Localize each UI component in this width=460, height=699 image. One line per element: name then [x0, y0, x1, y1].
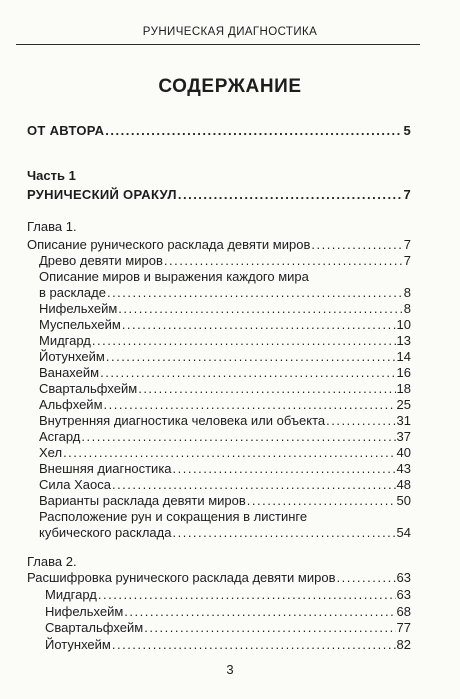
toc-entry — [39, 380, 411, 397]
toc-entry — [39, 364, 411, 381]
toc-entry — [45, 619, 411, 636]
toc-entry-text: Расположение рун и сокращения в листинге — [39, 509, 308, 524]
toc-entry-text: кубического расклада — [39, 525, 172, 540]
toc-entry-text: Йотунхейм — [45, 636, 111, 652]
toc-entry-text: Муспельхейм — [39, 317, 121, 332]
toc-page-number: 10 — [396, 317, 411, 332]
leader-dots — [106, 348, 396, 365]
toc-entry-text: Расшифровка рунического расклада девяти миров — [27, 570, 336, 585]
toc-entry — [39, 396, 411, 413]
running-head: РУНИЧЕСКАЯ ДИАГНОСТИКА — [142, 26, 318, 38]
toc-page-number: 43 — [396, 461, 411, 476]
toc-page-number: 8 — [403, 301, 411, 316]
toc-page-number: 7 — [403, 237, 411, 252]
toc-entry-text: Ванахейм — [39, 365, 100, 380]
chapter-label: Глава 1. — [27, 219, 77, 234]
leader-dots — [138, 380, 395, 397]
toc-entry — [39, 300, 411, 317]
leader-dots — [105, 122, 402, 139]
toc-entry-text: Альфхейм — [39, 397, 103, 412]
leader-dots — [92, 332, 396, 349]
toc-entry-text: РУНИЧЕСКИЙ ОРАКУЛ — [27, 187, 177, 202]
leader-dots — [63, 444, 395, 461]
toc-entry-text: Хел — [39, 445, 63, 460]
toc-entry-chapter2 — [27, 569, 411, 586]
leader-dots — [173, 460, 396, 477]
toc-entry — [45, 636, 411, 653]
leader-dots — [326, 412, 395, 429]
toc-entry — [39, 460, 411, 477]
toc-entry — [39, 284, 411, 301]
toc-entry-text: Нифельхейм — [45, 603, 124, 619]
leader-dots — [124, 603, 395, 620]
toc-page-number: 31 — [396, 413, 411, 428]
toc-entry — [39, 476, 411, 493]
toc-entry — [39, 524, 411, 541]
page-number: 3 — [226, 662, 234, 677]
toc-entry-text: Древо девяти миров — [39, 253, 163, 268]
toc-page-number: 77 — [396, 620, 411, 635]
leader-dots — [112, 476, 396, 493]
toc-entry — [39, 492, 411, 509]
toc-entry-text: Мидгард — [39, 333, 91, 348]
leader-dots — [144, 619, 395, 636]
toc-page-number: 14 — [396, 349, 411, 364]
toc-entry-text: Мидгард — [45, 587, 97, 602]
toc-page-number: 25 — [396, 397, 411, 412]
leader-dots — [164, 252, 403, 269]
leader-dots — [100, 364, 395, 381]
leader-dots — [172, 524, 395, 541]
toc-entry-author — [27, 122, 411, 139]
leader-dots — [178, 186, 403, 203]
toc-page-number: 5 — [403, 123, 411, 138]
toc-page-number: 40 — [396, 445, 411, 460]
leader-dots — [112, 636, 396, 653]
leader-dots — [81, 428, 395, 445]
leader-dots — [107, 284, 403, 301]
toc-page-number: 48 — [396, 477, 411, 492]
toc-entry-text: Свартальфхейм — [45, 620, 144, 635]
toc-entry-text: Асгард — [39, 429, 81, 444]
toc-page-number: 54 — [396, 525, 411, 540]
toc-entry — [45, 586, 411, 603]
toc-entry-text: Внутренняя диагностика человека или объекта — [39, 413, 326, 428]
toc-page-number: 13 — [396, 333, 411, 348]
toc-entry — [39, 412, 411, 429]
toc-entry-chapter1 — [27, 236, 411, 253]
toc-entry-text: Свартальфхейм — [39, 381, 138, 396]
part-label: Часть 1 — [27, 168, 76, 183]
toc-page-number: 16 — [396, 365, 411, 380]
toc-entry-text: Варианты расклада девяти миров — [39, 493, 246, 508]
leader-dots — [98, 586, 396, 603]
toc-page-number: 7 — [403, 187, 411, 202]
leader-dots — [118, 300, 402, 317]
toc-entry-text: в раскладе — [39, 285, 106, 300]
toc-entry-text: Нифельхейм — [39, 301, 118, 316]
toc-entry-text: Сила Хаоса — [39, 477, 111, 492]
toc-entry-text: Описание миров и выражения каждого мира — [39, 269, 309, 284]
leader-dots — [336, 569, 395, 586]
toc-entry-text: ОТ АВТОРА — [27, 123, 105, 138]
toc-entry — [39, 252, 411, 269]
leader-dots — [122, 316, 396, 333]
leader-dots — [311, 236, 402, 253]
header-rule — [16, 44, 420, 45]
toc-page-number: 37 — [396, 429, 411, 444]
toc-page-number: 50 — [396, 493, 411, 508]
toc-page-number: 68 — [396, 603, 411, 619]
toc-entry — [39, 316, 411, 333]
leader-dots — [247, 492, 396, 509]
toc-entry-part1 — [27, 186, 411, 203]
chapter-label: Глава 2. — [27, 554, 77, 569]
toc-page-number: 63 — [396, 587, 411, 602]
toc-entry — [39, 332, 411, 349]
toc-entry — [45, 603, 411, 620]
toc-entry-text: Йотунхейм — [39, 349, 105, 364]
toc-page-number: 82 — [396, 636, 411, 652]
leader-dots — [104, 396, 396, 413]
toc-page-number: 8 — [403, 285, 411, 300]
toc-page-number: 7 — [403, 253, 411, 268]
page-title: СОДЕРЖАНИЕ — [158, 76, 302, 97]
toc-entry — [39, 428, 411, 445]
toc-entry — [39, 348, 411, 365]
toc-page-number: 63 — [396, 570, 411, 585]
toc-entry-text: Внешняя диагностика — [39, 461, 172, 476]
toc-page-number: 18 — [396, 381, 411, 396]
toc-entry — [39, 444, 411, 461]
toc-entry-text: Описание рунического расклада девяти миров — [27, 237, 311, 252]
